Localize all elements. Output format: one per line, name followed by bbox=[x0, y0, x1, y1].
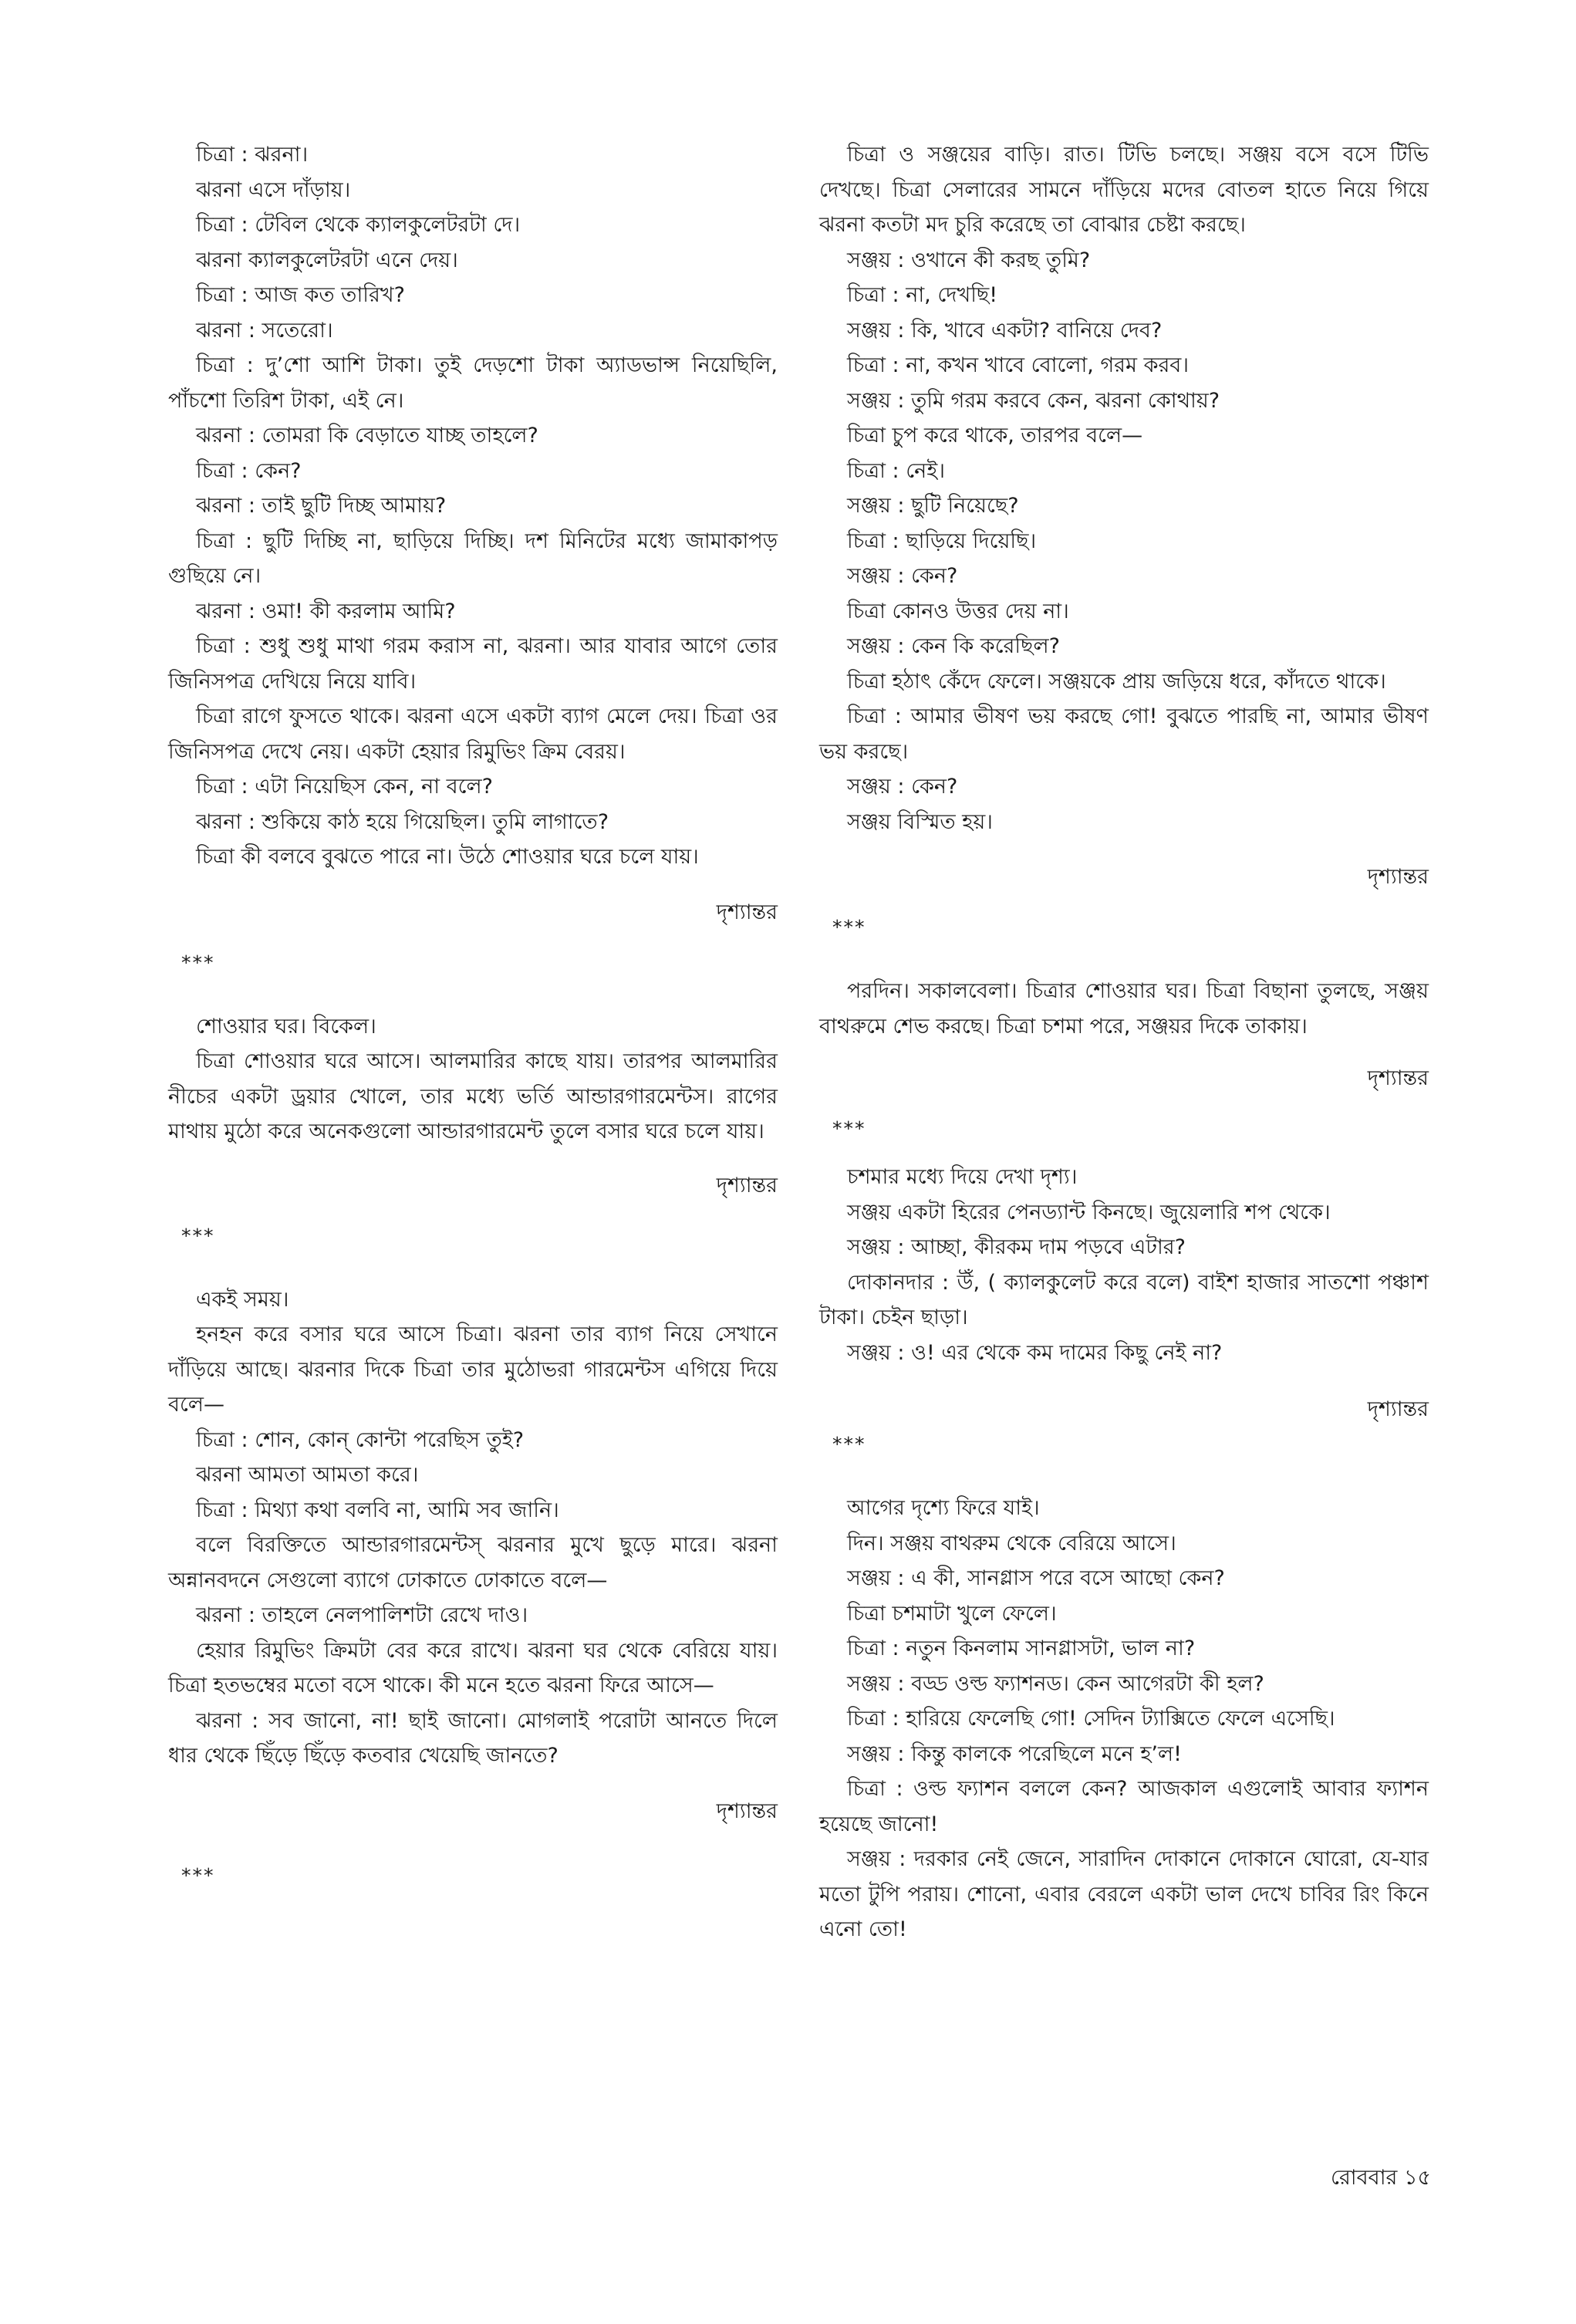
spacer bbox=[168, 1150, 778, 1168]
paragraph: সঞ্জয় : কেন? bbox=[847, 564, 958, 588]
text-block bbox=[168, 1282, 778, 1774]
spacer bbox=[819, 1146, 1429, 1160]
paragraph: সঞ্জয় : ছুটি নিয়েছে? bbox=[847, 494, 1019, 518]
scene-separator: *** bbox=[832, 1433, 866, 1455]
spacer bbox=[819, 894, 1429, 910]
paragraph: সঞ্জয় : বড্ড ওল্ড ফ্যাশনড। কেন আগেরটা কী হল? bbox=[847, 1671, 1264, 1696]
text-block bbox=[819, 1491, 1429, 1947]
paragraph: ঝরনা : তোমরা কি বেড়াতে যাচ্ছ তাহলে? bbox=[196, 424, 538, 448]
spacer bbox=[168, 1774, 778, 1794]
paragraph: চিত্রা : টেবিল থেকে ক্যালকুলেটরটা দে। bbox=[196, 213, 521, 237]
paragraph: সঞ্জয় : কিন্তু কালকে পরেছিলে মনে হ’ল! bbox=[847, 1741, 1182, 1766]
text-block bbox=[168, 1009, 778, 1150]
paragraph: হনহন করে বসার ঘরে আসে চিত্রা। ঝরনা তার ব্যাগ নিয়ে সেখানে দাঁড়িয়ে আছে। ঝরনার দিকে চিত্রা তার মুঠোভরা গারমেন্টস এগিয়ে দিয়ে বলে— bbox=[168, 1322, 778, 1417]
paragraph: চিত্রা : কেন? bbox=[196, 458, 302, 483]
paragraph: ঝরনা এসে দাঁড়ায়। bbox=[196, 177, 351, 202]
scene-separator: *** bbox=[181, 1863, 215, 1887]
paragraph: বলে বিরক্তিতে আন্ডারগারমেন্টস্ ঝরনার মুখে ছুড়ে মারে। ঝরনা অন্নানবদনে সেগুলো ব্যাগে ঢোকাতে ঢোকাতে বলে— bbox=[168, 1533, 778, 1593]
paragraph: চিত্রা : নেই। bbox=[847, 458, 945, 483]
paragraph: সঞ্জয় : কেন কি করেছিল? bbox=[847, 634, 1060, 658]
paragraph: চিত্রা : মিথ্যা কথা বলবি না, আমি সব জানি। bbox=[196, 1498, 559, 1522]
paragraph: চিত্রা শোওয়ার ঘরে আসে। আলমারির কাছে যায়। তারপর আলমারির নীচের একটা ড্রয়ার খোলে, তার মধ্যে ভর্তি আন্ডারগারমেন্টস। রাগের মাথায় মুঠো করে অনেকগুলো আন্ডারগারমেন্ট তুলে বসার ঘরে চলে যায়। bbox=[168, 1049, 778, 1143]
scene-separator: *** bbox=[181, 1224, 215, 1247]
paragraph: সঞ্জয় : কেন? bbox=[847, 775, 958, 799]
paragraph: চিত্রা : ছুটি দিচ্ছি না, ছাড়িয়ে দিচ্ছি। দশ মিনিটের মধ্যে জামাকাপড় গুছিয়ে নে। bbox=[168, 529, 778, 588]
scene-separator: *** bbox=[832, 916, 866, 938]
paragraph: চিত্রা : আমার ভীষণ ভয় করছে গো! বুঝতে পারছি না, আমার ভীষণ ভয় করছে। bbox=[819, 704, 1429, 764]
spacer bbox=[168, 875, 778, 895]
paragraph: সঞ্জয় : এ কী, সানগ্লাস পরে বসে আছো কেন? bbox=[847, 1566, 1225, 1590]
paragraph: চিত্রা : হারিয়ে ফেলেছি গো! সেদিন ট্যাক্সিতে ফেলে এসেছি। bbox=[847, 1707, 1335, 1731]
spacer bbox=[819, 944, 1429, 974]
paragraph: চিত্রা : নতুন কিনলাম সানগ্লাসটা, ভাল না? bbox=[847, 1637, 1196, 1660]
paragraph: সঞ্জয় : তুমি গরম করবে কেন, ঝরনা কোথায়? bbox=[847, 388, 1220, 413]
spacer bbox=[168, 980, 778, 1009]
paragraph: শোওয়ার ঘর। বিকেল। bbox=[196, 1014, 376, 1039]
paragraph: সঞ্জয় : দরকার নেই জেনে, সারাদিন দোকানে দোকানে ঘোরো, যে-যার মতো টুপি পরায়। শোনো, এবার বেরলে একটা ভাল দেখে চাবির রিং কিনে এনো তো! bbox=[819, 1847, 1429, 1941]
left-column bbox=[168, 137, 778, 1893]
paragraph: চিত্রা : ছাড়িয়ে দিয়েছি। bbox=[847, 529, 1037, 553]
paragraph: ঝরনা : ওমা! কী করলাম আমি? bbox=[196, 599, 456, 623]
paragraph: সঞ্জয় : কি, খাবে একটা? বানিয়ে দেব? bbox=[847, 318, 1163, 343]
paragraph: ঝরনা : সব জানো, না! ছাই জানো। মোগলাই পরোটা আনতে দিলে ধার থেকে ছিঁড়ে ছিঁড়ে কতবার খেয়েছি জানতে? bbox=[168, 1708, 778, 1768]
paragraph: চিত্রা চুপ করে থাকে, তারপর বলে— bbox=[847, 424, 1143, 448]
paragraph: চিত্রা : এটা নিয়েছিস কেন, না বলে? bbox=[196, 775, 493, 799]
scene-change-label: দৃশ্যান্তর bbox=[1367, 865, 1429, 889]
paragraph: সঞ্জয় বিস্মিত হয়। bbox=[847, 809, 993, 834]
scene-change-label: দৃশ্যান্তর bbox=[716, 900, 778, 924]
text-block bbox=[819, 1160, 1429, 1370]
paragraph: ঝরনা ক্যালকুলেটরটা এনে দেয়। bbox=[196, 248, 458, 272]
text-block bbox=[819, 137, 1429, 839]
paragraph: চিত্রা ও সঞ্জয়ের বাড়ি। রাত। টিভি চলছে। সঞ্জয় বসে বসে টিভি দেখছে। চিত্রা সেলারের সামনে দাঁড়িয়ে মদের বোতল হাতে নিয়ে গিয়ে ঝরনা কতটা মদ চুরি করেছে তা বোঝার চেষ্টা করছে। bbox=[819, 143, 1429, 237]
paragraph: সঞ্জয় : ওখানে কী করছ তুমি? bbox=[847, 248, 1091, 272]
spacer bbox=[819, 1044, 1429, 1061]
paragraph: চিত্রা রাগে ফুসতে থাকে। ঝরনা এসে একটা ব্যাগ মেলে দেয়। চিত্রা ওর জিনিসপত্র দেখে নেয়। একটা হেয়ার রিমুভিং ক্রিম বেরয়। bbox=[168, 704, 778, 764]
text-block bbox=[168, 137, 778, 875]
paragraph: ঝরনা : তাহলে নেলপালিশটা রেখে দাও। bbox=[196, 1603, 528, 1627]
paragraph: চিত্রা কী বলবে বুঝতে পারে না। উঠে শোওয়ার ঘরে চলে যায়। bbox=[196, 845, 699, 869]
scene-separator: *** bbox=[181, 951, 215, 974]
page-footer: রোববার ১৫ bbox=[1331, 2166, 1431, 2190]
paragraph: চিত্রা : ওল্ড ফ্যাশন বললে কেন? আজকাল এগুলোই আবার ফ্যাশন হয়েছে জানো! bbox=[819, 1777, 1429, 1836]
scene-separator: *** bbox=[832, 1117, 866, 1140]
scene-change-label: দৃশ্যান্তর bbox=[1367, 1066, 1429, 1090]
paragraph: দিন। সঞ্জয় বাথরুম থেকে বেরিয়ে আসে। bbox=[847, 1531, 1176, 1556]
paragraph: সঞ্জয় একটা হিরের পেনড্যান্ট কিনছে। জুয়েলারি শপ থেকে। bbox=[847, 1200, 1331, 1224]
paragraph: সঞ্জয় : ও! এর থেকে কম দামের কিছু নেই না? bbox=[847, 1340, 1223, 1365]
spacer bbox=[168, 1253, 778, 1282]
paragraph: চিত্রা : না, কখন খাবে বোলো, গরম করব। bbox=[847, 353, 1189, 377]
paragraph: ঝরনা আমতা আমতা করে। bbox=[196, 1463, 419, 1487]
scene-change-label: দৃশ্যান্তর bbox=[716, 1799, 778, 1823]
paragraph: চিত্রা : না, দেখছি! bbox=[847, 283, 998, 307]
paragraph: চিত্রা : শুধু শুধু মাথা গরম করাস না, ঝরনা। আর যাবার আগে তোর জিনিসপত্র দেখিয়ে নিয়ে যাবি। bbox=[168, 634, 778, 694]
paragraph: ঝরনা : সতেরো। bbox=[196, 318, 333, 343]
paragraph: চিত্রা : আজ কত তারিখ? bbox=[196, 283, 405, 307]
spacer bbox=[819, 1096, 1429, 1111]
paragraph: চিত্রা : শোন, কোন্ কোন্টা পরেছিস তুই? bbox=[196, 1427, 525, 1452]
spacer bbox=[819, 1461, 1429, 1491]
spacer bbox=[168, 1203, 778, 1218]
paragraph: চিত্রা : ঝরনা। bbox=[196, 143, 309, 167]
paragraph: চিত্রা : দু’শো আশি টাকা। তুই দেড়শো টাকা অ্যাডভান্স নিয়েছিলি, পাঁচশো তিরিশ টাকা, এই নে। bbox=[168, 353, 778, 413]
paragraph: সঞ্জয় : আচ্ছা, কীরকম দাম পড়বে এটার? bbox=[847, 1235, 1186, 1259]
paragraph: পরদিন। সকালবেলা। চিত্রার শোওয়ার ঘর। চিত্রা বিছানা তুলছে, সঞ্জয় বাথরুমে শেভ করছে। চিত্রা চশমা পরে, সঞ্জয়র দিকে তাকায়। bbox=[819, 979, 1429, 1039]
text-block bbox=[819, 974, 1429, 1044]
scene-change-label: দৃশ্যান্তর bbox=[716, 1173, 778, 1197]
paragraph: চিত্রা চশমাটা খুলে ফেলে। bbox=[847, 1601, 1057, 1626]
right-column bbox=[819, 137, 1429, 1947]
paragraph: দোকানদার : উঁ, ( ক্যালকুলেট করে বলে) বাইশ হাজার সাতশো পঞ্চাশ টাকা। চেইন ছাড়া। bbox=[819, 1270, 1429, 1329]
scene-change-label: দৃশ্যান্তর bbox=[1367, 1397, 1429, 1421]
paragraph: চশমার মধ্যে দিয়ে দেখা দৃশ্য। bbox=[847, 1165, 1078, 1189]
paragraph: একই সময়। bbox=[196, 1287, 289, 1312]
paragraph: আগের দৃশ্যে ফিরে যাই। bbox=[847, 1496, 1040, 1520]
paragraph: ঝরনা : তাই ছুটি দিচ্ছ আমায়? bbox=[196, 494, 447, 518]
paragraph: চিত্রা কোনও উত্তর দেয় না। bbox=[847, 599, 1069, 623]
spacer bbox=[819, 1370, 1429, 1392]
spacer bbox=[168, 1829, 778, 1858]
spacer bbox=[819, 839, 1429, 860]
paragraph: ঝরনা : শুকিয়ে কাঠ হয়ে গিয়েছিল। তুমি লাগাতে? bbox=[196, 809, 609, 834]
spacer bbox=[168, 930, 778, 945]
paragraph: হেয়ার রিমুভিং ক্রিমটা বের করে রাখে। ঝরনা ঘর থেকে বেরিয়ে যায়। চিত্রা হতভম্বের মতো বসে থাকে। কী মনে হতে ঝরনা ফিরে আসে— bbox=[168, 1638, 778, 1697]
paragraph: চিত্রা হঠাৎ কেঁদে ফেলে। সঞ্জয়কে প্রায় জড়িয়ে ধরে, কাঁদতে থাকে। bbox=[847, 669, 1386, 694]
